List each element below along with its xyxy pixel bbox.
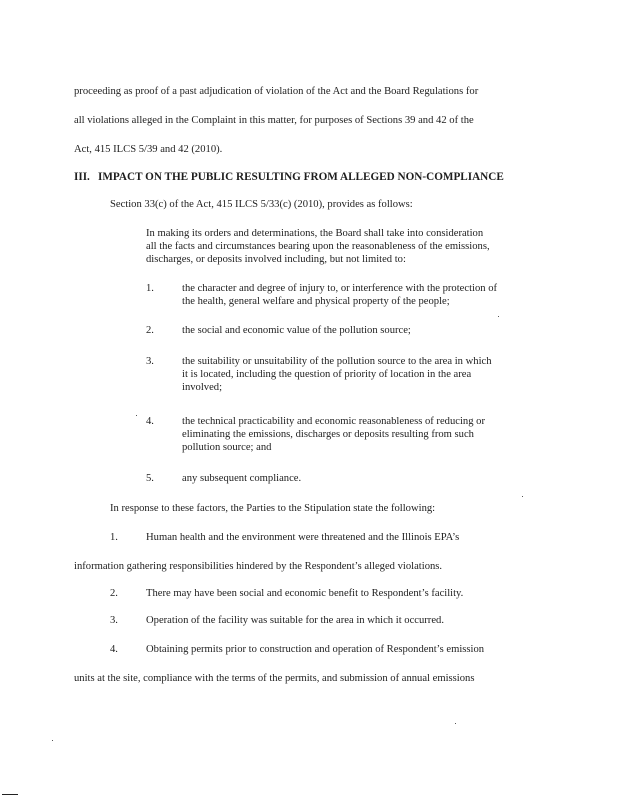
quote-item-number: 2. [146, 325, 154, 336]
quote-item-line: any subsequent compliance. [182, 473, 302, 484]
finding-line: Operation of the facility was suitable for the area in which it occurred. [146, 615, 444, 626]
finding-number: 1. [110, 532, 118, 543]
quote-item-line: the health, general welfare and physical property of the people; [182, 296, 450, 307]
scan-speck [498, 316, 499, 317]
paragraph-line: Act, 415 ILCS 5/39 and 42 (2010). [74, 144, 223, 155]
quote-line: In making its orders and determinations, the Board shall take into consideration [146, 228, 484, 239]
finding-number: 3. [110, 615, 118, 626]
section-numeral: III. [74, 171, 90, 183]
quote-line: discharges, or deposits involved including, but not limited to: [146, 254, 406, 265]
quote-item-number: 1. [146, 283, 154, 294]
quote-item-line: involved; [182, 382, 223, 393]
finding-line: units at the site, compliance with the terms of the permits, and submission of annual emissions [74, 673, 475, 684]
quote-item-number: 4. [146, 416, 154, 427]
section-heading: IMPACT ON THE PUBLIC RESULTING FROM ALLEGED NON-COMPLIANCE [98, 171, 504, 183]
finding-line: Human health and the environment were threatened and the Illinois EPA’s [146, 532, 460, 543]
finding-number: 2. [110, 588, 118, 599]
quote-item-line: the suitability or unsuitability of the pollution source to the area in which [182, 356, 492, 367]
paragraph-line: all violations alleged in the Complaint in this matter, for purposes of Sections 39 and 42 of the [74, 115, 474, 126]
scan-speck [136, 415, 137, 416]
quote-line: all the facts and circumstances bearing upon the reasonableness of the emissions, [146, 241, 490, 252]
finding-line: There may have been social and economic benefit to Respondent’s facility. [146, 588, 464, 599]
quote-item-number: 5. [146, 473, 154, 484]
scan-mark [2, 794, 18, 795]
paragraph-line: proceeding as proof of a past adjudication of violation of the Act and the Board Regulations for [74, 86, 479, 97]
scan-speck [52, 740, 53, 741]
finding-line: Obtaining permits prior to construction and operation of Respondent’s emission [146, 644, 485, 655]
scan-speck [455, 723, 456, 724]
quote-item-number: 3. [146, 356, 154, 367]
finding-number: 4. [110, 644, 118, 655]
quote-item-line: it is located, including the question of priority of location in the area [182, 369, 472, 380]
finding-line: information gathering responsibilities hindered by the Respondent’s alleged violations. [74, 561, 443, 572]
quote-item-line: the character and degree of injury to, or interference with the protection of [182, 283, 498, 294]
intro-text: Section 33(c) of the Act, 415 ILCS 5/33(c) (2010), provides as follows: [110, 199, 413, 210]
quote-item-line: pollution source; and [182, 442, 272, 453]
quote-item-line: the social and economic value of the pollution source; [182, 325, 411, 336]
scan-speck [522, 496, 523, 497]
response-text: In response to these factors, the Parties to the Stipulation state the following: [110, 503, 436, 514]
quote-item-line: the technical practicability and economic reasonableness of reducing or [182, 416, 485, 427]
quote-item-line: eliminating the emissions, discharges or deposits resulting from such [182, 429, 474, 440]
